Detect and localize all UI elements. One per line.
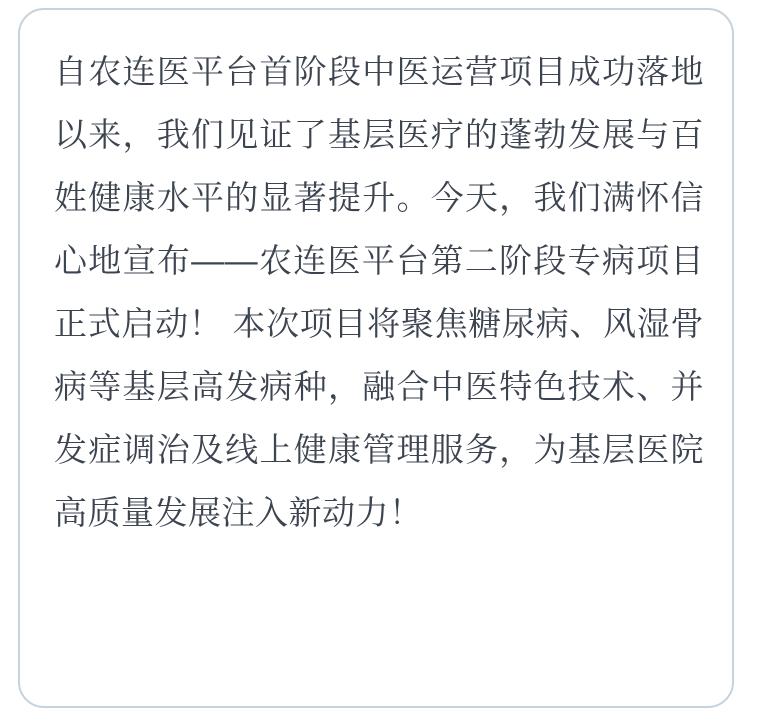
content-card-body	[54, 40, 704, 544]
content-card	[18, 8, 734, 708]
announcement-paragraph: 自农连医平台首阶段中医运营项目成功落地以来，我们见证了基层医疗的蓬勃发展与百姓健康水平的显著提升。今天，我们满怀信心地宣布——农连医平台第二阶段专病项目正式启动！ 本次项目将聚焦糖尿病、风湿骨病等基层高发病种，融合中医特色技术、并发症调治及线上健康管理服务，为基层医院高质量发展注入新动力！	[54, 53, 704, 531]
